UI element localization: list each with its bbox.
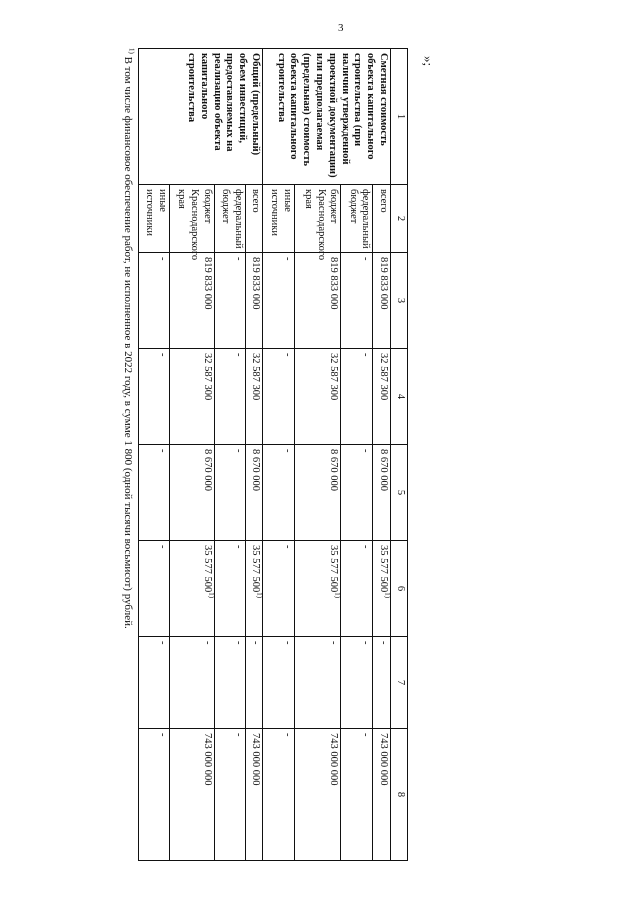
value-cell: - [139, 637, 170, 729]
value-cell: 743 000 000 [170, 729, 215, 861]
value-cell: 35 577 500$^{1)}$ [295, 541, 341, 637]
value-cell: - [373, 637, 391, 729]
value-cell: - [341, 541, 373, 637]
funding-source: бюджет Краснодарского края [170, 185, 215, 253]
value-cell: - [170, 637, 215, 729]
value-cell: - [262, 729, 294, 861]
value-cell: 32 587 300 [295, 349, 341, 445]
value-cell: 35 577 500$^{1)}$ [170, 541, 215, 637]
value-cell: - [341, 637, 373, 729]
value-cell: - [262, 349, 294, 445]
value-cell: - [341, 445, 373, 541]
column-number: 1 [391, 49, 408, 185]
value-cell: 743 000 000 [295, 729, 341, 861]
value-cell: - [139, 729, 170, 861]
footnote-text: В том числе финансовое обеспечение работ, не исполненное в 2022 году, в сумме 1 800 (одной тысячи восьмисот) рублей. [122, 53, 134, 629]
page-number: 3 [338, 22, 344, 34]
value-cell: - [139, 349, 170, 445]
column-number: 3 [391, 253, 408, 349]
value-cell: - [245, 637, 262, 729]
funding-source: всего [373, 185, 391, 253]
value-cell: 819 833 000 [295, 253, 341, 349]
value-cell: 743 000 000 [373, 729, 391, 861]
value-cell: - [214, 253, 245, 349]
closing-quote: »; [421, 56, 436, 67]
funding-source: иные источники [139, 185, 170, 253]
value-cell: - [214, 445, 245, 541]
funding-source: бюджет Краснодарского края [295, 185, 341, 253]
table-row [245, 49, 262, 861]
value-cell: 743 000 000 [245, 729, 262, 861]
value-cell: 819 833 000 [170, 253, 215, 349]
footnote-ref: 1) [333, 592, 342, 599]
column-number: 4 [391, 349, 408, 445]
table-header-row [391, 49, 408, 861]
value-cell: 35 577 500$^{1)}$ [245, 541, 262, 637]
value-cell: - [341, 253, 373, 349]
value-cell: - [214, 729, 245, 861]
column-number: 2 [391, 185, 408, 253]
value-cell: 32 587 300 [373, 349, 391, 445]
value-cell: 32 587 300 [245, 349, 262, 445]
footnote-marker: 1) [127, 48, 136, 54]
value-cell: 8 670 000 [170, 445, 215, 541]
value-cell: - [341, 729, 373, 861]
group-label-total-investment: Общий (предельный) объем инвестиций, предоставляемых на реализацию объекта капитального строительства [139, 49, 263, 185]
footnote-ref: 1) [255, 592, 264, 599]
value-cell: 8 670 000 [295, 445, 341, 541]
value-cell: - [214, 637, 245, 729]
value-cell: 35 577 500$^{1)}$ [373, 541, 391, 637]
funding-source: федеральный бюджет [214, 185, 245, 253]
value-cell: - [139, 253, 170, 349]
value-cell: - [262, 541, 294, 637]
funding-source: всего [245, 185, 262, 253]
footnote-ref: 1) [383, 592, 392, 599]
column-number: 6 [391, 541, 408, 637]
column-number: 8 [391, 729, 408, 861]
funding-source: федеральный бюджет [341, 185, 373, 253]
value-cell: 819 833 000 [245, 253, 262, 349]
value-cell: - [262, 637, 294, 729]
value-cell: 8 670 000 [245, 445, 262, 541]
value-cell: 819 833 000 [373, 253, 391, 349]
value-cell: 8 670 000 [373, 445, 391, 541]
value-cell: - [341, 349, 373, 445]
value-cell: - [214, 349, 245, 445]
column-number: 7 [391, 637, 408, 729]
value-cell: 32 587 300 [170, 349, 215, 445]
value-cell: - [139, 445, 170, 541]
rotated-table-container [113, 48, 408, 860]
funding-table [138, 48, 408, 861]
funding-source: иные источники [262, 185, 294, 253]
footnote-ref: 1) [207, 592, 216, 599]
table-row [373, 49, 391, 861]
value-cell: - [295, 637, 341, 729]
value-cell: - [262, 445, 294, 541]
footnote [122, 48, 134, 629]
value-cell: - [214, 541, 245, 637]
value-cell: - [139, 541, 170, 637]
column-number: 5 [391, 445, 408, 541]
group-label-estimated-cost: Сметная стоимость объекта капитального строительства (при наличии утвержденной проектной документации) или предполагаемая (предельная) стоимость объекта капитального строительства [262, 49, 390, 185]
value-cell: - [262, 253, 294, 349]
